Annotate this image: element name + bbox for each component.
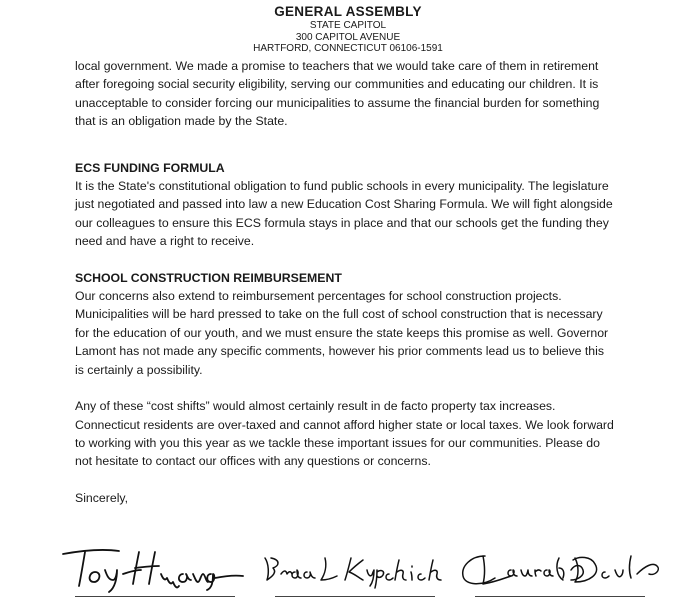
signature-line-3 — [475, 596, 645, 597]
signature-laura-devlin — [455, 548, 665, 592]
paragraph-continued: local government. We made a promise to teachers that we would take care of them in retirement after foregoing social security eligibility, serving our communities and educating our children. It is unacceptable to consider forcing our municipalities to assume the financial burden for something that is an obligation made by the State. — [75, 59, 600, 129]
signature-brenda-kupchick — [255, 550, 445, 590]
ecs-paragraph: It is the State's constitutional obligation to fund public schools in every municipality. The legislature just negotiated and passed into law a new Education Cost Sharing Formula. We will fight alongside our colleagues to ensure this ECS formula stays in place and that our schools get the funding they need and have a right to receive. — [75, 179, 613, 249]
letterhead-title: GENERAL ASSEMBLY — [274, 4, 422, 19]
letterhead-city: HARTFORD, CONNECTICUT 06106-1591 — [253, 43, 443, 54]
school-construction-heading: SCHOOL CONSTRUCTION REIMBURSEMENT — [75, 270, 342, 285]
signature-tony-hwang — [55, 540, 245, 596]
letterhead — [0, 4, 696, 55]
school-construction-paragraph: Our concerns also extend to reimbursement percentages for school construction projects. Municipalities will be hard pressed to take on the full cost of school construction that is necessary for the education of our youth, and we must ensure the state keeps this promise as well. Governor Lamont has not made any specific comments, however his prior comments lead us to believe this is certainly a possibility. — [75, 289, 609, 377]
letterhead-building: STATE CAPITOL — [309, 20, 387, 31]
cost-shifts-paragraph: Any of these “cost shifts” would almost certainly result in de facto property tax increases. Connecticut residents are over-taxed and cannot afford higher state or local taxes. We look forward to working with you this year as we tackle these important issues for our communities. Please do not hesitate to contact our offices with any questions or concerns. — [75, 399, 614, 469]
ecs-heading: ECS FUNDING FORMULA — [75, 160, 225, 175]
signature-block — [55, 540, 675, 600]
signature-line-2 — [275, 596, 435, 597]
closing: Sincerely, — [75, 490, 129, 505]
signature-line-1 — [75, 596, 235, 597]
letter-body — [75, 57, 615, 507]
letterhead-street: 300 CAPITOL AVENUE — [295, 31, 401, 43]
